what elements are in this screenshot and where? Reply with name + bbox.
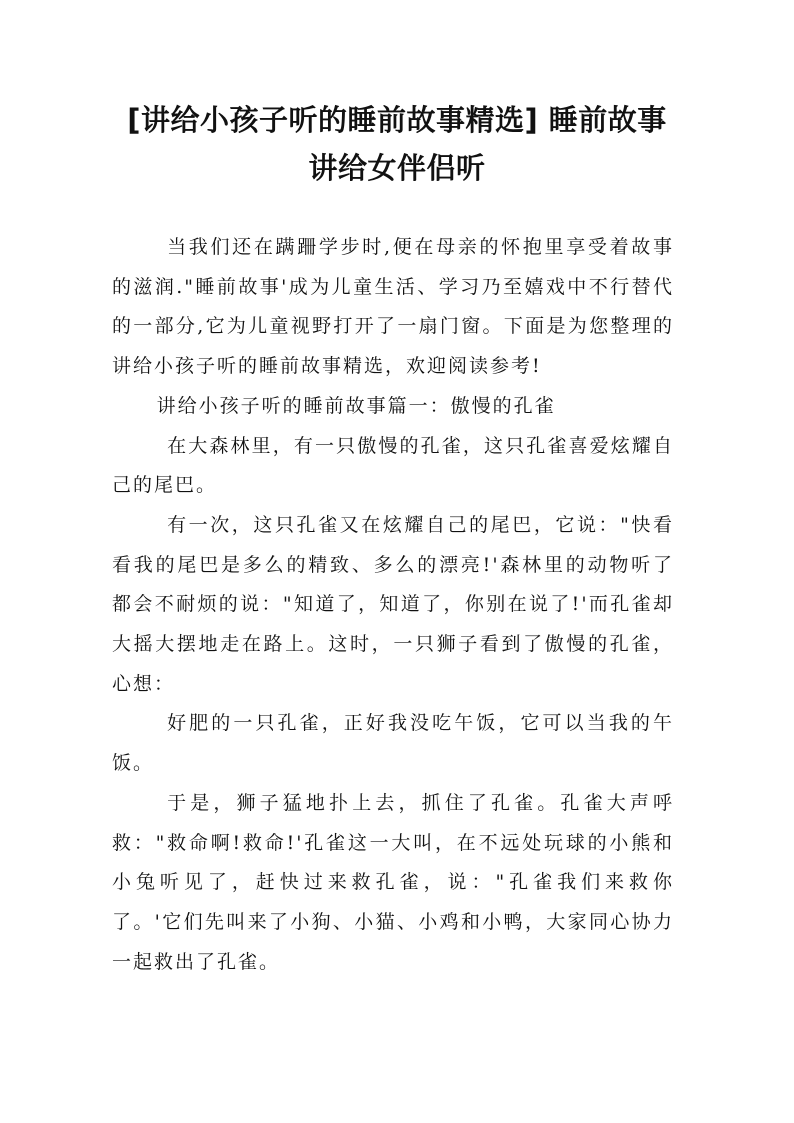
intro-paragraph: 当我们还在蹒跚学步时,便在母亲的怀抱里享受着故事的滋润."睡前故事'成为儿童生活、学习乃至嬉戏中不行替代的一部分,它为儿童视野打开了一扇门窗。下面是为您整理的讲给小孩子听的睡前故事精选，欢迎阅读参考! [112, 236, 674, 378]
title-line-2: 讲给女伴侣听 [308, 151, 486, 185]
story-paragraph-3: 好肥的一只孔雀，正好我没吃午饭，它可以当我的午饭。 [112, 712, 674, 775]
document-body [112, 228, 674, 982]
section-heading: 讲给小孩子听的睡前故事篇一：傲慢的孔雀 [156, 394, 556, 417]
story-paragraph-4: 于是，狮子猛地扑上去，抓住了孔雀。孔雀大声呼救："救命啊!救命!'孔雀这一大叫，在不远处玩球的小熊和小兔听见了，赶快过来救孔雀，说："孔雀我们来救你了。'它们先叫来了小狗、小猫、小鸡和小鸭，大家同心协力一起救出了孔雀。 [112, 791, 674, 973]
story-paragraph-2: 有一次，这只孔雀又在炫耀自己的尾巴，它说："快看看我的尾巴是多么的精致、多么的漂亮!'森林里的动物听了都会不耐烦的说："知道了，知道了，你别在说了!'而孔雀却大摇大摆地走在路上。这时，一只狮子看到了傲慢的孔雀，心想： [112, 513, 674, 695]
story-paragraph-1: 在大森林里，有一只傲慢的孔雀，这只孔雀喜爱炫耀自己的尾巴。 [112, 434, 674, 497]
title-line-1: [讲给小孩子听的睡前故事精选] 睡前故事 [127, 103, 667, 137]
document-title [110, 96, 684, 192]
